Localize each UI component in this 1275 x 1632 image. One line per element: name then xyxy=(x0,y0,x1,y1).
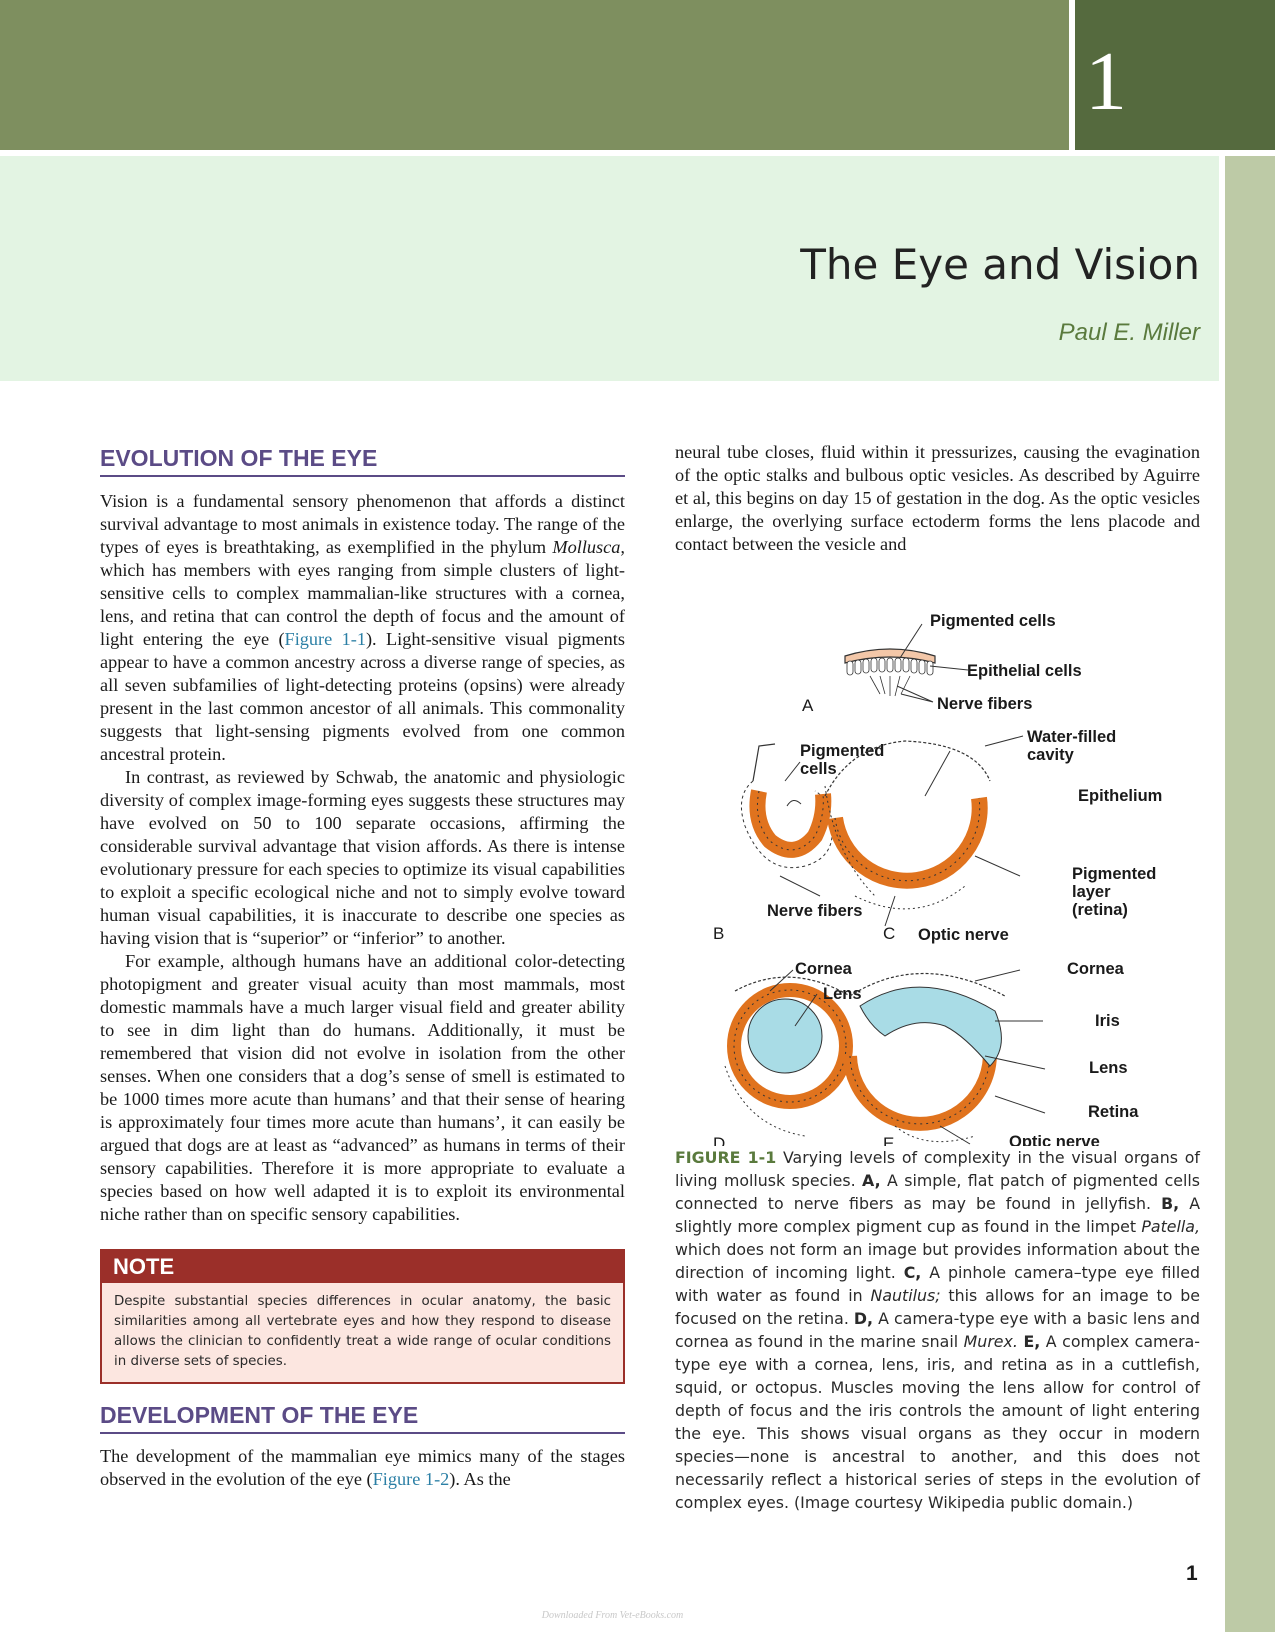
label-pig-layer-1: Pigmented xyxy=(1072,865,1157,883)
right-column xyxy=(675,441,1200,1514)
watermark: Downloaded From Vet-eBooks.com xyxy=(541,1610,684,1621)
label-pig-layer-2: layer xyxy=(1072,883,1111,901)
caption-e: E, xyxy=(1023,1332,1041,1351)
figure-caption-label: FIGURE 1-1 xyxy=(675,1148,777,1167)
label-cornea-d: Cornea xyxy=(795,960,852,978)
note-text: Despite substantial species differences in ocular anatomy, the basic similarities among all vertebrate eyes and how they respond to disease allows the clinician to confidently treat a wide range of ocular conditions in diverse sets of species. xyxy=(114,1294,611,1369)
paragraph-1-text-a: Vision is a fundamental sensory phenomenon that affords a distinct survival advantage to most animals in existence today. The range of the types of eyes is breathtaking, as exemplified in the phylum xyxy=(100,491,625,557)
panel-label-e: E xyxy=(883,1134,895,1146)
caption-c: C, xyxy=(903,1263,922,1282)
caption-text-4: which does not form an image but provides information about the direction of incoming light. xyxy=(675,1240,1200,1282)
chapter-author: Paul E. Miller xyxy=(1058,319,1200,346)
paragraph-3: For example, although humans have an additional color-detecting photopigment and greater visual acuity than most mammals, most domestic mammals have a much larger visual field and greater ability to see in dim light than do humans. Additionally, it must be remembered that vision did not evolve in isolation from the other senses. When one considers that a dog’s sense of smell is estimated to be 1000 times more acute than humans’ and that their sense of hearing is approximately four times more acute than humans’, it can easily be argued that dogs are at least as “advanced” as humans in terms of their sensory capabilities. Therefore it is more appropriate to evaluate a species based on how well adapted it is to exploit its environmental niche rather than on specific sensory capabilities. xyxy=(100,951,625,1224)
header-band xyxy=(0,0,1069,150)
label-retina-e: Retina xyxy=(1088,1103,1139,1121)
left-column xyxy=(100,445,625,1491)
paragraph-continued: neural tube closes, fluid within it pressurizes, causing the evagination of the optic stalks and bulbous optic vesicles. As described by Aguirre et al, this begins on day 15 of gestation in the dog. As the optic vesicles enlarge, the overlying surface ectoderm forms the lens placode and contact between the vesicle and xyxy=(675,442,1200,554)
caption-murex: Murex. xyxy=(963,1332,1018,1351)
figure-1-1 xyxy=(675,566,1200,1146)
label-nerve-fibers-a: Nerve fibers xyxy=(937,695,1033,713)
label-water-filled-2: cavity xyxy=(1027,746,1074,764)
caption-patella: Patella, xyxy=(1141,1217,1200,1236)
label-lens-d: Lens xyxy=(823,985,862,1003)
section-heading-evolution: EVOLUTION OF THE EYE xyxy=(100,445,625,477)
label-cornea-e: Cornea xyxy=(1067,960,1124,978)
paragraph-2: In contrast, as reviewed by Schwab, the anatomic and physiologic diversity of complex image-forming eyes suggests these structures may have evolved on 50 to 100 separate occasions, affirming the considerable survival advantage that vision affords. As there is intense evolutionary pressure for each species to optimize its visual capabilities to exploit a specific ecological niche and not to simply evolve toward human visual capabilities, it is inaccurate to describe one species as having vision that is “superior” or “inferior” to another. xyxy=(100,767,625,948)
figure-illustration xyxy=(675,566,1200,1146)
caption-text-5: A pinhole camera–type eye filled with water as found in xyxy=(675,1263,1200,1305)
note-box xyxy=(100,1249,625,1384)
mollusca-italic: Mollusca, xyxy=(552,537,625,557)
label-pigmented-b-1: Pigmented xyxy=(800,742,885,760)
label-epithelial-cells: Epithelial cells xyxy=(967,662,1082,680)
label-optic-nerve-c: Optic nerve xyxy=(918,926,1009,944)
section-heading-development: DEVELOPMENT OF THE EYE xyxy=(100,1402,625,1434)
figure-1-1-link[interactable]: Figure 1-1 xyxy=(284,629,366,649)
figure-1-2-link[interactable]: Figure 1-2 xyxy=(372,1469,450,1489)
caption-nautilus: Nautilus; xyxy=(870,1286,941,1305)
panel-e-drawing xyxy=(850,970,1045,1144)
development-text-b: ). As the xyxy=(449,1469,511,1489)
caption-b: B, xyxy=(1161,1194,1180,1213)
note-heading: NOTE xyxy=(102,1251,623,1283)
development-text-a: The development of the mammalian eye mimics many of the stages observed in the evolution of the eye ( xyxy=(100,1446,625,1489)
panel-label-c: C xyxy=(883,924,896,943)
caption-text-6: this allows for an image to be focused on the retina. xyxy=(675,1286,1201,1328)
panel-c-drawing xyxy=(825,736,1023,926)
chapter-title: The Eye and Vision xyxy=(800,240,1200,289)
label-optic-nerve-e: Optic nerve xyxy=(1009,1133,1100,1146)
caption-text-3: A slightly more complex pigment cup as found in the limpet xyxy=(675,1194,1201,1236)
figure-1-1-caption xyxy=(675,1146,1200,1514)
panel-label-a: A xyxy=(802,696,814,715)
paragraph-1 xyxy=(100,490,625,766)
panel-label-d: D xyxy=(713,1134,726,1146)
label-pigmented-cells: Pigmented cells xyxy=(930,612,1056,630)
label-nerve-fibers-b: Nerve fibers xyxy=(767,902,863,920)
paragraph-1-text-b: which has members with eyes ranging from simple clusters of light-sensitive cells to complex mammalian-like structures with a cornea, lens, and retina that can control the depth of focus and the amount of light entering the eye ( xyxy=(100,560,625,649)
caption-text-7: A camera-type eye with a basic lens and cornea as found in the marine snail xyxy=(675,1309,1200,1351)
side-bar xyxy=(1225,156,1275,1632)
paragraph-development xyxy=(100,1445,625,1491)
label-pig-layer-3: (retina) xyxy=(1072,901,1128,919)
label-epithelium: Epithelium xyxy=(1078,787,1163,805)
caption-text-8: A complex camera-type eye with a cornea, lens, iris, and retina as in a cuttlefish, squid, or octopus. Muscles moving the lens allow for control of depth of focus and the iris controls the amount of light entering the eye. This shows visual organs as they occur in modern species—none is ancestral to another, and this does not necessarily reflect a historical series of steps in the evolution of complex eyes. (Image courtesy Wikipedia public domain.) xyxy=(675,1332,1200,1512)
label-lens-e: Lens xyxy=(1089,1059,1128,1077)
label-pigmented-b-2: cells xyxy=(800,760,837,778)
panel-a-drawing xyxy=(845,624,968,702)
paragraph-1-text-c: ). Light-sensitive visual pigments appear to have a common ancestry across a diverse range of species, as all seven subfamilies of light-detecting proteins (opsins) were already present in the last common ancestor of all animals. This commonality suggests that light-sensing pigments evolved from one common ancestral protein. xyxy=(100,629,625,764)
caption-text-2: A simple, flat patch of pigmented cells connected to nerve fibers as may be found in jellyfish. xyxy=(675,1171,1200,1213)
label-water-filled-1: Water-filled xyxy=(1027,728,1117,746)
chapter-number: 1 xyxy=(1085,35,1127,128)
panel-label-b: B xyxy=(713,924,725,943)
caption-d: D, xyxy=(853,1309,874,1328)
page-number: 1 xyxy=(1186,1562,1198,1585)
caption-a: A, xyxy=(862,1171,881,1190)
label-iris-e: Iris xyxy=(1095,1012,1120,1030)
caption-text-1: Varying levels of complexity in the visual organs of living mollusk species. xyxy=(675,1148,1200,1190)
